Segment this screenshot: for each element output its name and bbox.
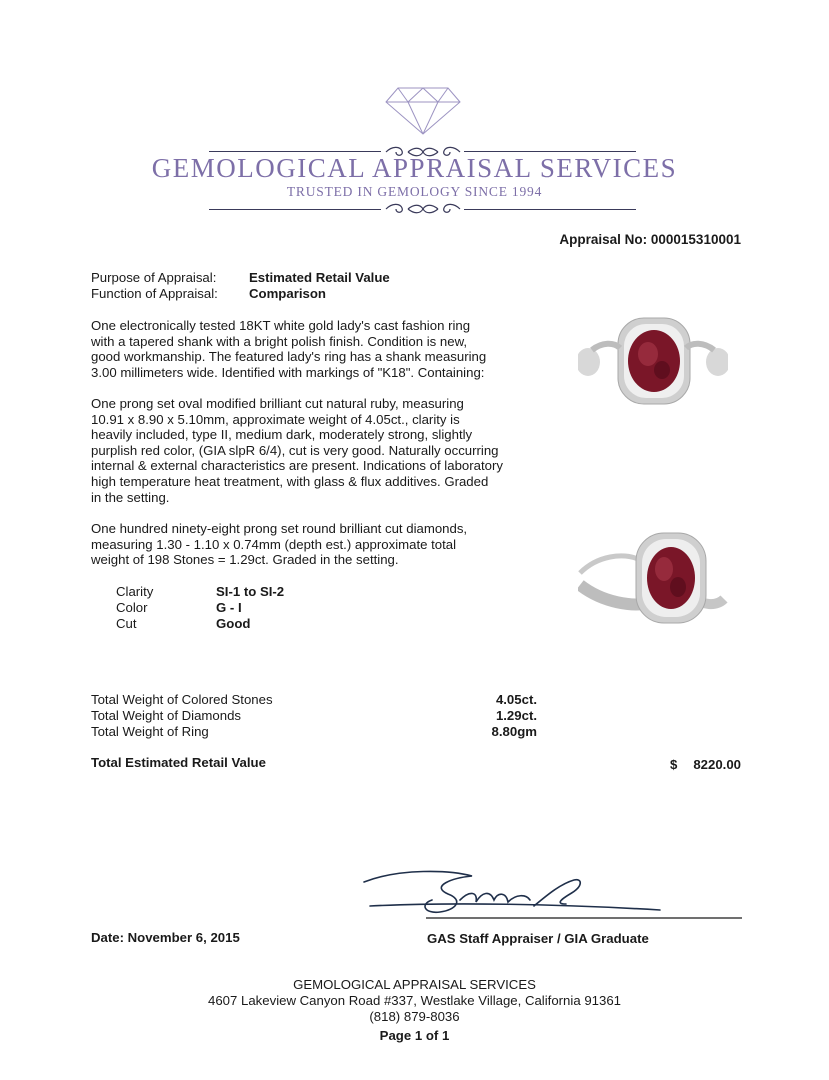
- total-label-ring: Total Weight of Ring: [91, 724, 209, 739]
- diamonds-line: measuring 1.30 - 1.10 x 0.74mm (depth est.) approximate total: [91, 536, 457, 552]
- ring-description: [91, 318, 531, 380]
- total-label-colored-stones: Total Weight of Colored Stones: [91, 692, 273, 707]
- description-line: One electronically tested 18KT white gold lady's cast fashion ring: [91, 318, 471, 333]
- appraisal-number: Appraisal No: 000015310001: [559, 232, 741, 247]
- company-name: GEMOLOGICAL APPRAISAL SERVICES: [151, 153, 678, 183]
- grade-value-cut: Good: [216, 616, 251, 631]
- appraiser-signature: [360, 866, 750, 926]
- retail-currency: $: [670, 757, 678, 772]
- ruby-line: purplish red color, (GIA slpR 6/4), cut is very good. Naturally occurring: [91, 442, 499, 458]
- ruby-line: internal & external characteristics are present. Indications of laboratory: [91, 458, 503, 474]
- description-line: good workmanship. The featured lady's ring has a shank measuring: [91, 349, 487, 365]
- diamonds-line: weight of 198 Stones = 1.29ct. Graded in the setting.: [91, 552, 399, 568]
- footer-company: GEMOLOGICAL APPRAISAL SERVICES: [293, 977, 536, 992]
- ruby-line: heavily included, type II, medium dark, moderately strong, slightly: [91, 427, 473, 443]
- ring-photo-front: [578, 312, 728, 412]
- scroll-ornament-icon: [384, 202, 462, 216]
- ring-photo-angle: [578, 525, 728, 630]
- appraisal-date: Date: November 6, 2015: [91, 930, 240, 945]
- total-value-colored-stones: 4.05ct.: [495, 692, 537, 707]
- grade-label-clarity: Clarity: [116, 584, 154, 599]
- purpose-label: Purpose of Appraisal:: [91, 270, 217, 285]
- ruby-line: One prong set oval modified brilliant cut natural ruby, measuring: [91, 396, 464, 411]
- grade-label-cut: Cut: [116, 616, 137, 631]
- grade-value-clarity: SI-1 to SI-2: [216, 584, 285, 599]
- ruby-line: high temperature heat treatment, with glass & flux additives. Graded: [91, 473, 489, 489]
- appraiser-title: GAS Staff Appraiser / GIA Graduate: [427, 931, 649, 946]
- diamonds-description: [91, 521, 531, 568]
- purpose-value: Estimated Retail Value: [249, 270, 390, 285]
- grade-value-color: G - I: [216, 600, 242, 615]
- ruby-line: 10.91 x 8.90 x 5.10mm, approximate weight of 4.05ct., clarity is: [91, 411, 460, 427]
- ruby-description: [91, 396, 531, 505]
- total-value-ring: 8.80gm: [491, 724, 537, 739]
- ruby-line: in the setting.: [91, 489, 170, 505]
- grade-label-color: Color: [116, 600, 148, 615]
- footer-address: 4607 Lakeview Canyon Road #337, Westlake Village, California 91361: [208, 993, 621, 1008]
- diamonds-line: One hundred ninety-eight prong set round brilliant cut diamonds,: [91, 521, 468, 536]
- page-number: Page 1 of 1: [379, 1028, 450, 1043]
- function-value: Comparison: [249, 286, 326, 301]
- description-line: 3.00 millimeters wide. Identified with markings of "K18". Containing:: [91, 364, 485, 380]
- retail-value-label: Total Estimated Retail Value: [91, 755, 266, 770]
- retail-amount: 8220.00: [693, 757, 741, 772]
- total-label-diamonds: Total Weight of Diamonds: [91, 708, 242, 723]
- company-tagline: TRUSTED IN GEMOLOGY SINCE 1994: [286, 184, 543, 199]
- description-line: with a tapered shank with a bright polish finish. Condition is new,: [91, 333, 468, 349]
- total-value-diamonds: 1.29ct.: [495, 708, 537, 723]
- footer-phone: (818) 879-8036: [369, 1009, 460, 1024]
- diamond-logo-icon: [384, 86, 462, 136]
- header-divider-bottom: [209, 202, 636, 216]
- function-label: Function of Appraisal:: [91, 286, 218, 301]
